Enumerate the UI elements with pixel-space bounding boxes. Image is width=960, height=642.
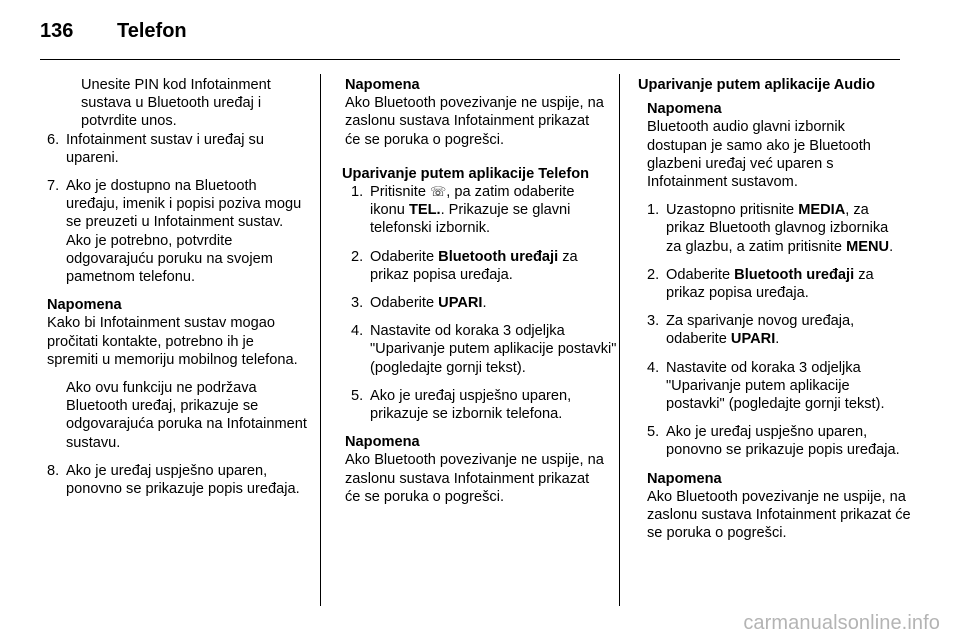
section-title: Uparivanje putem aplikacije Audio: [638, 77, 876, 93]
note-title: Napomena: [647, 470, 722, 487]
note-text: Bluetooth audio glavni izbornik dostupan je samo ako je Bluetooth glazbeni uređaj već uparen s Infotainment sustavom.: [647, 119, 871, 191]
list-text: Ako je uređaj uspješno uparen, prikazuje se izbornik telefona.: [370, 387, 572, 423]
list-text: Odaberite UPARI.: [370, 295, 487, 312]
list-text: Odaberite Bluetooth uređaji za prikaz popisa uređaja.: [370, 248, 578, 283]
note-text: Kako bi Infotainment sustav mogao pročitati kontakte, potrebno ih je spremiti u memoriju mobilnog telefona.: [47, 315, 298, 368]
list-number: 3.: [351, 295, 364, 312]
page-title: Telefon: [117, 20, 187, 42]
list-text: Nastavite od koraka 3 odjeljka "Uparivanje putem aplikacije postavki" (pogledajte gornji tekst).: [370, 323, 617, 376]
list-number: 2.: [351, 248, 364, 265]
list-number: 1.: [351, 184, 364, 201]
list-text: Za sparivanje novog uređaja, odaberite UPARI.: [666, 313, 855, 348]
list-number: 7.: [47, 178, 60, 195]
note-title: Napomena: [47, 297, 122, 314]
list-item-1: [647, 201, 900, 256]
list-number: 6.: [47, 131, 60, 148]
watermark: carmanualsonline.info: [743, 612, 940, 634]
note-text: Ako Bluetooth povezivanje ne uspije, na zaslonu sustava Infotainment prikazat će se poruka o pogrešci.: [345, 95, 604, 148]
list-number: 5.: [351, 387, 364, 404]
list-item-8: [47, 462, 309, 498]
list-number: 5.: [647, 424, 660, 441]
list-text: Ako je dostupno na Bluetooth uređaju, imenik i popisi poziva mogu se preuzeti u Infotainment sustav. Ako je potrebno, potvrdite odgovarajuću poruku na svojem pametnom telefonu.: [66, 178, 302, 286]
list-item-3: [345, 294, 607, 312]
list-item-6: [47, 131, 309, 167]
list-item-5: [345, 387, 607, 423]
list-item-5: [647, 423, 900, 459]
list-text: Pritisnite ☏, pa zatim odaberite ikonu TEL.. Prikazuje se glavni telefonski izbornik.: [370, 184, 575, 237]
continued-step-text: Unesite PIN kod Infotainment sustava u Bluetooth uređaj i potvrdite unos.: [81, 77, 271, 130]
note-title: Napomena: [345, 77, 420, 93]
column-divider-1: [320, 74, 321, 606]
list-item-2: [345, 248, 607, 284]
column-3: [638, 76, 911, 542]
note-text: Ako Bluetooth povezivanje ne uspije, na zaslonu sustava Infotainment prikazat će se poruka o pogrešci.: [345, 452, 604, 505]
list-text: Ako je uređaj uspješno uparen, ponovno se prikazuje popis uređaja.: [66, 462, 300, 498]
list-number: 8.: [47, 462, 60, 479]
list-text: Odaberite Bluetooth uređaji za prikaz popisa uređaja.: [666, 266, 874, 302]
list-item-2: [647, 266, 900, 302]
column-1: [47, 76, 309, 498]
section-title: Uparivanje putem aplikacije Telefon: [342, 165, 590, 182]
list-number: 4.: [647, 359, 660, 376]
list-item-1: [345, 183, 607, 238]
list-item-7: [47, 177, 309, 286]
list-item-4: [647, 359, 900, 414]
list-item-4: [345, 322, 617, 377]
list-number: 1.: [647, 202, 660, 219]
header-rule: [40, 59, 900, 60]
list-number: 3.: [647, 313, 660, 330]
column-2: [342, 76, 617, 506]
list-number: 2.: [647, 266, 660, 283]
page-number: 136: [40, 20, 74, 42]
list-text: Uzastopno pritisnite MEDIA, za prikaz Bluetooth glavnog izbornika za glazbu, a zatim pritisnite MENU.: [666, 202, 894, 255]
list-number: 4.: [351, 323, 364, 340]
note-title: Napomena: [345, 434, 420, 451]
list-text: Ako je uređaj uspješno uparen, ponovno se prikazuje popis uređaja.: [666, 424, 900, 459]
phone-icon: ☏: [430, 184, 447, 200]
note-title: Napomena: [647, 101, 722, 118]
list-text: Infotainment sustav i uređaj su upareni.: [66, 131, 264, 166]
note-text: Ako Bluetooth povezivanje ne uspije, na zaslonu sustava Infotainment prikazat će se poruka o pogrešci.: [647, 488, 911, 542]
list-item-3: [647, 312, 900, 348]
continued-step-text-2: Ako ovu funkciju ne podržava Bluetooth uređaj, prikazuje se odgovarajuća poruka na Infotainment sustavu.: [66, 380, 307, 451]
list-text: Nastavite od koraka 3 odjeljka "Uparivanje putem aplikacije postavki" (pogledajte gornji tekst).: [666, 359, 885, 413]
